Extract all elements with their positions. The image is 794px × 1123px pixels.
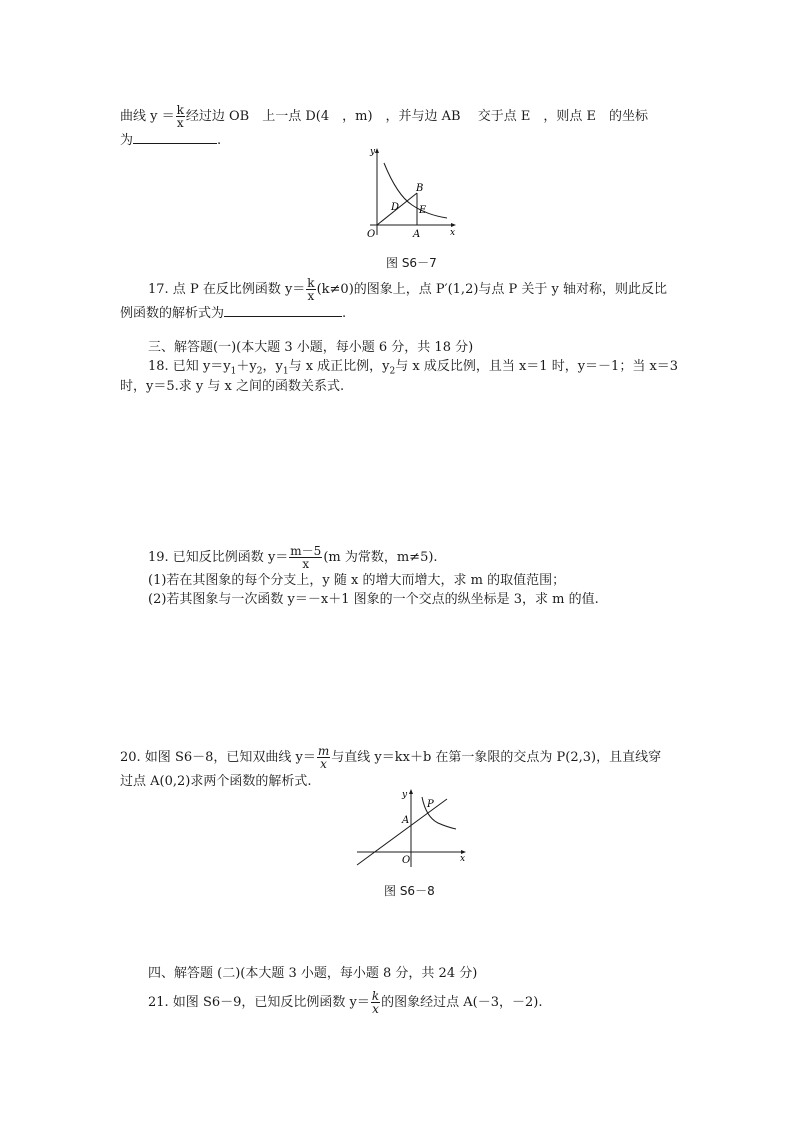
q20-fraction: $\frac{m}{x}$ (317, 744, 330, 771)
label-o: O (402, 855, 411, 866)
q17-line2-text: 例函数的解析式为 (120, 306, 225, 321)
q17-fraction (306, 277, 315, 302)
label-b: B (416, 183, 424, 194)
q16-line1 (120, 104, 648, 129)
y-axis-arrow (375, 148, 379, 153)
label-a: A (413, 229, 421, 240)
q16-line2: 为 . (120, 133, 222, 148)
q16-line2-text: 为 (120, 133, 134, 148)
label-d: D (391, 202, 400, 213)
q17-line1 (148, 277, 667, 302)
figure-s6-8-caption: 图 S6－8 (384, 884, 435, 898)
q18-line1: 18. 已知 $y=y_1+y_2$，$y_1$与 x 成正比例，$y_2$与 x 成反比例，且当 x＝1 时，y＝－1；当 x＝3 (148, 359, 679, 377)
q20-line1: 20. 如图 S6－8，已知双曲线 y＝ $\frac{m}{x}$ 与直线 y＝kx＋b 在第一象限的交点为 P(2,3)，且直线穿 (120, 744, 662, 771)
section-3-heading: 三、解答题(一)(本大题 3 小题，每小题 6 分，共 18 分) (148, 340, 474, 355)
q19-fraction: $\frac{m-5}{x}$ (290, 544, 322, 571)
answer-blank[interactable] (133, 131, 217, 144)
figure-s6-8 (352, 785, 472, 870)
label-a: A (402, 815, 410, 826)
q21-line1: 21. 如图 S6－9，已知反比例函数 y＝ $\frac{k}{x}$ 的图象经过点 A(－3，－2). (148, 989, 543, 1016)
label-x: x (460, 854, 466, 864)
q20-line2: 过点 A(0,2)求两个函数的解析式. (120, 774, 312, 789)
q19-part2: (2)若其图象与一次函数 y＝－x＋1 图象的一个交点的纵坐标是 3，求 m 的值. (148, 592, 599, 607)
section-4-heading: 四、解答题 (二)(本大题 3 小题，每小题 8 分，共 24 分) (148, 966, 478, 981)
q19-line1: 19. 已知反比例函数 y＝ $\frac{m-5}{x}$ (m 为常数，m≠5). (148, 544, 438, 571)
label-o: O (367, 229, 376, 240)
q16-frac-den: x (176, 116, 184, 130)
q16-post: 经过边 OB 上一点 D(4 ，m) ，并与边 AB 交于点 E ，则点 E 的坐标 (185, 109, 648, 124)
q17-pre: 17. 点 P 在反比例函数 y＝ (148, 282, 306, 297)
q17-line2: 例函数的解析式为 . (120, 306, 347, 321)
y-axis-arrow (409, 789, 413, 794)
q17-frac-den: x (307, 289, 315, 303)
q17-frac-num: k (307, 276, 315, 290)
label-x: x (450, 228, 456, 238)
q16-frac-num: k (176, 103, 184, 117)
label-y: y (402, 790, 408, 800)
q16-pre: 曲线 y ＝ (120, 109, 175, 124)
label-y: y (370, 147, 376, 157)
q21-fraction: $\frac{k}{x}$ (371, 989, 380, 1016)
q16-fraction (176, 104, 185, 129)
figure-s6-7 (362, 145, 462, 245)
q17-post: (k≠0)的图象上，点 P′(1,2)与点 P 关于 y 轴对称，则此反比 (316, 282, 668, 297)
x-axis-arrow (451, 223, 456, 227)
q18-line2: 时，y＝5.求 y 与 x 之间的函数关系式. (120, 379, 345, 394)
label-e: E (419, 205, 427, 216)
answer-blank[interactable] (224, 304, 342, 317)
q19-part1: (1)若在其图象的每个分支上，y 随 x 的增大而增大，求 m 的取值范围； (148, 573, 566, 588)
figure-s6-7-caption: 图 S6－7 (386, 256, 437, 270)
label-p: P (427, 799, 434, 810)
